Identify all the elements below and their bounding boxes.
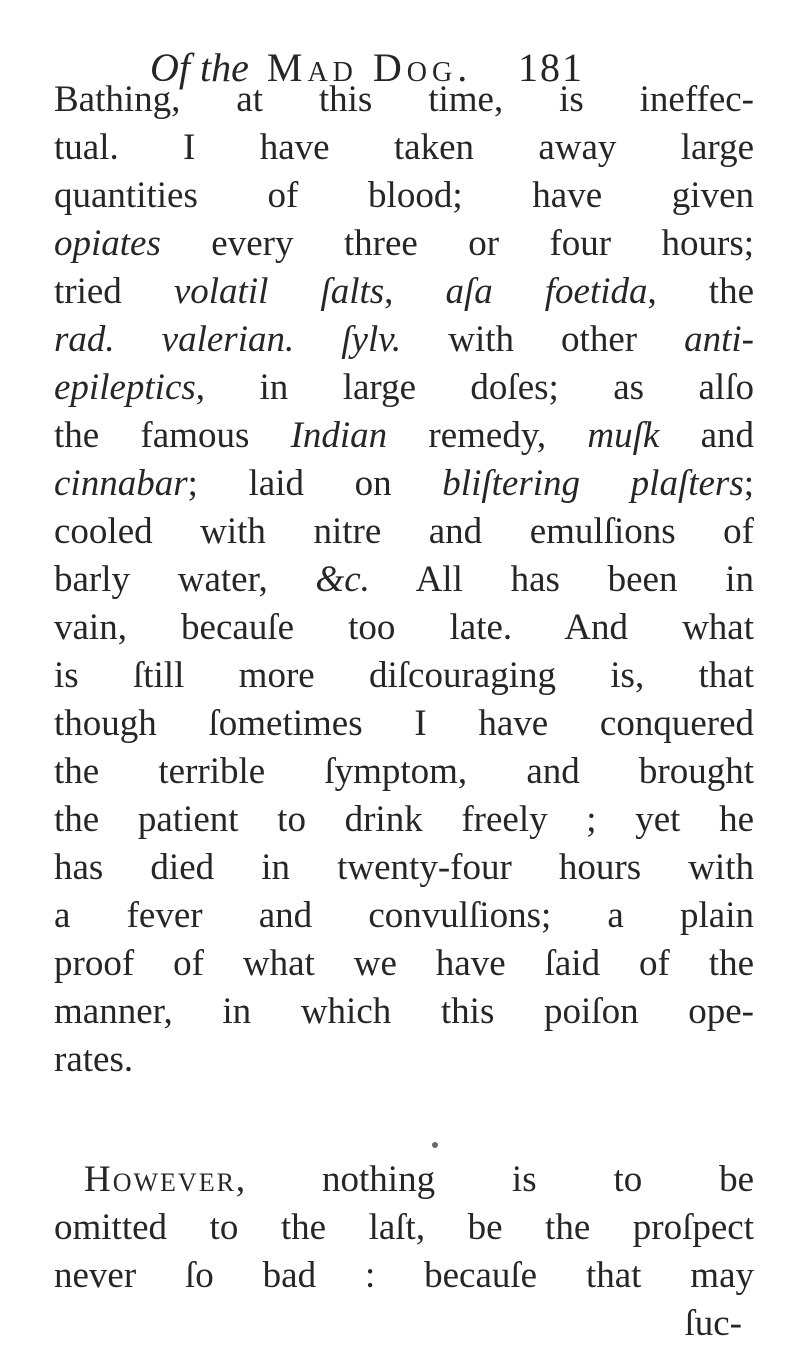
italic-term: cinnabar xyxy=(54,463,188,504)
text-line xyxy=(54,1156,754,1204)
running-head-of: Of xyxy=(150,45,190,90)
text-line xyxy=(54,556,754,604)
text-line xyxy=(54,220,754,268)
ink-speck xyxy=(432,1142,438,1148)
text-line: the patient to drink freely ; yet he xyxy=(54,799,754,840)
running-head-title: Mad Dog. xyxy=(266,45,473,90)
running-head-the: the xyxy=(200,45,249,90)
text-line: quantities of blood; have given xyxy=(54,175,754,216)
italic-term: anti- xyxy=(684,319,754,360)
text-line: manner, in which this poiſon ope- xyxy=(54,991,754,1032)
text-line: tual. I have taken away large xyxy=(54,127,754,168)
text-line xyxy=(54,316,754,364)
text-line: vain, becauſe too late. And what xyxy=(54,607,754,648)
text-line: Bathing, at this time, is ineffec- xyxy=(54,79,754,120)
catchword: ſuc- xyxy=(684,1303,742,1344)
italic-term: rad. valerian. ſylv. xyxy=(54,319,402,360)
italic-term: volatil ſalts xyxy=(173,271,385,312)
text-run: , xyxy=(384,271,446,312)
text-line xyxy=(54,364,754,412)
text-run: every three or four hours; xyxy=(160,223,754,264)
page-number: 181 xyxy=(518,45,584,90)
text-run: remedy, xyxy=(387,415,588,456)
italic-term: bliſtering plaſters xyxy=(442,463,744,504)
text-line xyxy=(54,460,754,508)
paragraph-opening-word: However xyxy=(84,1159,236,1200)
italic-term: Indian xyxy=(290,415,388,456)
paragraph-break xyxy=(54,1084,754,1156)
text-run: tried xyxy=(54,271,174,312)
text-line: has died in twenty-four hours with xyxy=(54,847,754,888)
italic-term: aſa foetida xyxy=(445,271,648,312)
text-line xyxy=(54,268,754,316)
text-line: a fever and convulſions; a plain xyxy=(54,895,754,936)
body-text xyxy=(54,76,754,1348)
italic-term: &c. xyxy=(315,559,370,600)
italic-term: epileptics xyxy=(54,367,196,408)
text-run: with other xyxy=(401,319,685,360)
italic-term: opiates xyxy=(54,223,161,264)
text-line: cooled with nitre and emulſions of xyxy=(54,511,754,552)
italic-term: muſk xyxy=(587,415,660,456)
text-run: ; laid on xyxy=(187,463,443,504)
text-line: never ſo bad : becauſe that may xyxy=(54,1255,754,1296)
text-run: , nothing is to be xyxy=(235,1159,754,1200)
text-run: ; xyxy=(743,463,754,504)
text-run: , the xyxy=(647,271,754,312)
text-line: though ſometimes I have conquered xyxy=(54,703,754,744)
text-line xyxy=(54,412,754,460)
text-run: All has been in xyxy=(369,559,754,600)
text-line: rates. xyxy=(54,1039,134,1080)
text-run: the famous xyxy=(54,415,291,456)
text-run: barly water, xyxy=(54,559,316,600)
text-line: omitted to the laſt, be the proſpect xyxy=(54,1207,754,1248)
text-run: and xyxy=(659,415,754,456)
text-run: , in large doſes; as alſo xyxy=(195,367,754,408)
text-line: proof of what we have ſaid of the xyxy=(54,943,754,984)
text-line: is ſtill more diſcouraging is, that xyxy=(54,655,754,696)
text-line: the terrible ſymptom, and brought xyxy=(54,751,754,792)
